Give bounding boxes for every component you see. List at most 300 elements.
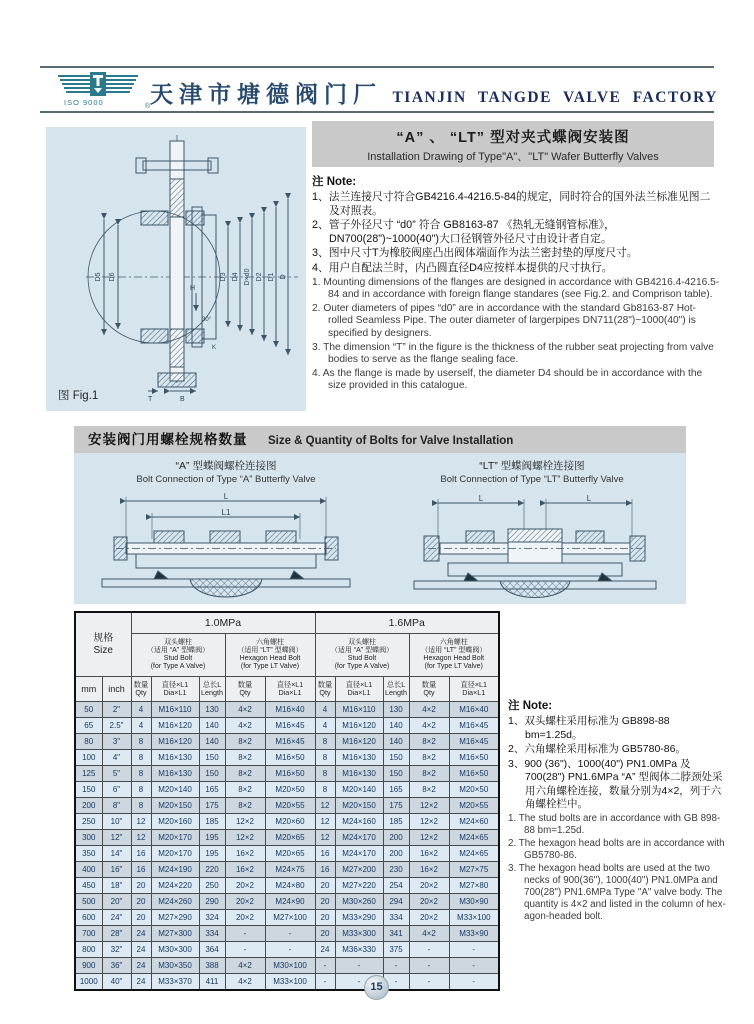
table-cell: 8×2: [225, 750, 265, 766]
table-cell: 165: [199, 782, 225, 798]
table-cell: 1000: [75, 974, 102, 991]
table-cell: 20": [102, 894, 131, 910]
table-row: [75, 782, 499, 798]
table-cell: 334: [383, 910, 409, 926]
table-cell: 24: [131, 958, 151, 974]
table-row: [75, 798, 499, 814]
table-cell: 230: [383, 862, 409, 878]
table-cell: M24×190: [151, 862, 199, 878]
table-cell: M33×290: [335, 910, 383, 926]
table-row: [75, 750, 499, 766]
table-cell: 24: [131, 926, 151, 942]
table-row: [75, 862, 499, 878]
table-cell: 200: [383, 846, 409, 862]
table-cell: M33×300: [335, 926, 383, 942]
type-a-caption-en: Bolt Connection of Type “A” Butterfly Valve: [136, 474, 316, 485]
hex-bolt-header-10: 六角螺柱 （适用 “LT” 型蝶阀） Hexagon Head Bolt (for Type LT Valve): [225, 634, 315, 677]
table-cell: 165: [383, 782, 409, 798]
table-cell: M24×170: [335, 846, 383, 862]
fig1-panel: [46, 127, 306, 411]
install-title-cn: “A” 、 “LT” 型对夹式蝶阀安装图: [396, 130, 630, 146]
table-cell: 150: [199, 750, 225, 766]
table-cell: 4: [315, 718, 335, 734]
table-cell: 12: [315, 814, 335, 830]
table-cell: 20×2: [409, 910, 449, 926]
type-lt-caption-cn: “LT” 型蝶阀螺栓连接图: [479, 460, 585, 472]
table-cell: M16×120: [151, 718, 199, 734]
table-cell: 388: [199, 958, 225, 974]
table-cell: 8: [315, 750, 335, 766]
dim-d6: D6: [109, 272, 116, 282]
table-cell: M33×370: [151, 974, 199, 991]
bolt-type-header-row: [75, 634, 499, 677]
table-cell: -: [449, 958, 499, 974]
table-cell: M24×90: [265, 894, 315, 910]
table-cell: 8": [102, 798, 131, 814]
table-cell: 12×2: [409, 830, 449, 846]
table-cell: M20×55: [449, 798, 499, 814]
table-row: [75, 878, 499, 894]
table-cell: M16×130: [151, 750, 199, 766]
pressure-1.0-header: 1.0MPa: [131, 612, 315, 634]
table-cell: 4×2: [409, 702, 449, 718]
table-cell: 20×2: [225, 878, 265, 894]
table-cell: 32": [102, 942, 131, 958]
table-cell: M20×140: [151, 782, 199, 798]
table-cell: 125: [75, 766, 102, 782]
table-cell: 20: [315, 910, 335, 926]
col-inch: inch: [102, 677, 131, 702]
table-cell: 195: [199, 846, 225, 862]
col-qty: 数量 Qty: [131, 677, 151, 702]
table-cell: 4: [131, 718, 151, 734]
table-cell: M20×65: [265, 846, 315, 862]
table-cell: 140: [383, 718, 409, 734]
table-cell: 8: [131, 734, 151, 750]
table-cell: 150: [75, 782, 102, 798]
table-cell: M33×90: [449, 926, 499, 942]
install-title-bar: [312, 121, 714, 167]
table-cell: M27×80: [449, 878, 499, 894]
notes-label: 注 Note:: [312, 176, 357, 188]
table-cell: 80: [75, 734, 102, 750]
table-cell: 18": [102, 878, 131, 894]
type-a-bolt-drawing: [90, 491, 362, 601]
table-cell: 8×2: [409, 750, 449, 766]
dim-d3: D3: [220, 272, 227, 282]
note-item: 1、法兰连接尺寸符合GB4216.4-4216.5-84的规定，同时符合的国外法兰标准见图二及对照表。: [312, 191, 711, 217]
table-cell: 24: [315, 942, 335, 958]
bolt-notes: [508, 697, 728, 924]
table-cell: 24": [102, 910, 131, 926]
table-cell: M24×160: [335, 814, 383, 830]
table-cell: 8×2: [409, 766, 449, 782]
table-cell: 20×2: [225, 894, 265, 910]
table-cell: -: [225, 926, 265, 942]
pressure-1.6-header: 1.6MPa: [315, 612, 499, 634]
install-notes-cn: [312, 191, 720, 276]
table-cell: 20: [315, 878, 335, 894]
note-item: 2. Outer diameters of pipes “d0” are in accordance with the standard Gb8163-87 Hot-rolled Seamless Pipe. The outer diameter of largerpipes DN711(28")~1000(40") is specified by designers.: [312, 302, 696, 339]
note-item: 3. The dimension “T” in the figure is the thickness of the rubber seat projecting from valve bodies to serve as the flange sealing face.: [312, 341, 714, 366]
type-lt-caption: [382, 458, 682, 485]
col-dia: 直径×L1 Dia×L1: [449, 677, 499, 702]
table-cell: -: [265, 942, 315, 958]
dim-t: T: [148, 396, 153, 403]
table-cell: 400: [75, 862, 102, 878]
table-row: [75, 734, 499, 750]
table-row: [75, 702, 499, 718]
table-cell: M20×160: [151, 814, 199, 830]
table-cell: 6": [102, 782, 131, 798]
table-cell: 4×2: [225, 718, 265, 734]
table-cell: 10": [102, 814, 131, 830]
table-cell: -: [335, 974, 383, 991]
table-cell: M20×150: [151, 798, 199, 814]
table-cell: 700: [75, 926, 102, 942]
col-dia: 直径×L1 Dia×L1: [265, 677, 315, 702]
table-cell: 40": [102, 974, 131, 991]
col-len: 总长L Length: [199, 677, 225, 702]
note-item: 1. The stud bolts are in accordance with GB 898-88 bm=1.25d.: [508, 812, 721, 836]
table-cell: 16: [315, 846, 335, 862]
table-cell: 300: [75, 830, 102, 846]
table-row: [75, 894, 499, 910]
table-cell: M16×110: [335, 702, 383, 718]
table-cell: 2.5": [102, 718, 131, 734]
table-cell: 140: [199, 734, 225, 750]
type-a-caption-cn: “A” 型蝶阀螺栓连接图: [175, 460, 277, 472]
table-cell: 500: [75, 894, 102, 910]
table-cell: M16×50: [265, 766, 315, 782]
note-item: 1、双头螺柱采用标准为 GB898-88 bm=1.25d。: [508, 715, 670, 741]
table-cell: 900: [75, 958, 102, 974]
table-cell: 4×2: [409, 926, 449, 942]
install-notes-en: [312, 277, 720, 393]
table-cell: 8: [315, 782, 335, 798]
table-cell: 411: [199, 974, 225, 991]
table-cell: 12×2: [409, 798, 449, 814]
note-item: 3、900 (36")、1000(40") PN1.0MPa 及700(28") PN1.6MPa “A” 型阀体二脖颈处采用六角螺栓连接，数量分别为4×2，列于六角螺栓栏中。: [508, 757, 723, 810]
table-cell: 220: [199, 862, 225, 878]
column-header-row: [75, 677, 499, 702]
table-cell: 20: [315, 894, 335, 910]
table-cell: 8×2: [409, 734, 449, 750]
table-cell: M20×50: [265, 782, 315, 798]
table-cell: M30×100: [265, 958, 315, 974]
table-cell: M24×75: [265, 862, 315, 878]
dim-d4: D4: [232, 272, 239, 282]
table-cell: 4×2: [225, 958, 265, 974]
table-cell: M16×50: [449, 766, 499, 782]
install-notes: [312, 173, 720, 394]
table-cell: -: [225, 942, 265, 958]
table-cell: 16×2: [409, 862, 449, 878]
note-item: 4. As the flange is made by userself, the diameter D4 should be in accordance with the size provided in this catalogue.: [312, 367, 703, 392]
table-cell: 5": [102, 766, 131, 782]
factory-name-line: [150, 76, 716, 109]
table-row: [75, 830, 499, 846]
table-cell: 20×2: [409, 894, 449, 910]
table-cell: 8: [131, 782, 151, 798]
table-row: [75, 942, 499, 958]
table-cell: M16×110: [151, 702, 199, 718]
table-cell: -: [409, 942, 449, 958]
header-rule-bottom: [40, 111, 714, 113]
table-cell: 50: [75, 702, 102, 718]
table-cell: 185: [199, 814, 225, 830]
table-cell: 375: [383, 942, 409, 958]
table-cell: M16×120: [335, 734, 383, 750]
type-lt-caption-en: Bolt Connection of Type “LT” Butterfly Valve: [440, 474, 624, 485]
type-lt-bolt-drawing: [404, 491, 666, 601]
table-cell: 12: [315, 798, 335, 814]
table-cell: 140: [383, 734, 409, 750]
note-item: 2、管子外径尺寸 “d0” 符合 GB8163-87 《热轧无缝钢管标准》，DN700(28")~1000(40")大口径钢管外径尺寸由设计者自定。: [312, 219, 615, 245]
bolt-notes-cn: [508, 715, 728, 812]
table-cell: 20: [131, 878, 151, 894]
table-cell: -: [449, 942, 499, 958]
iso-9000-label: ISO 9000: [64, 98, 104, 107]
table-cell: M20×65: [265, 830, 315, 846]
table-cell: 8×2: [225, 798, 265, 814]
table-cell: 254: [383, 878, 409, 894]
table-cell: 8: [131, 766, 151, 782]
table-cell: 20: [131, 910, 151, 926]
table-cell: 8×2: [225, 782, 265, 798]
table-cell: M20×50: [449, 782, 499, 798]
table-cell: 16": [102, 862, 131, 878]
table-cell: 12: [131, 814, 151, 830]
table-cell: 200: [383, 830, 409, 846]
table-cell: 8×2: [225, 766, 265, 782]
table-cell: M16×45: [449, 718, 499, 734]
table-cell: M27×300: [151, 926, 199, 942]
table-cell: 185: [383, 814, 409, 830]
table-cell: M24×170: [335, 830, 383, 846]
table-row: [75, 926, 499, 942]
table-cell: 3": [102, 734, 131, 750]
dim-k: K: [212, 345, 217, 351]
bolts-title-en: Size & Quantity of Bolts for Valve Installation: [267, 435, 514, 447]
table-cell: M16×45: [265, 734, 315, 750]
table-cell: M30×350: [151, 958, 199, 974]
table-cell: -: [383, 974, 409, 991]
table-cell: 200: [75, 798, 102, 814]
table-cell: 12: [315, 830, 335, 846]
dim-b: B: [180, 396, 185, 403]
col-qty: 数量 Qty: [225, 677, 265, 702]
table-cell: M27×220: [335, 878, 383, 894]
table-cell: M24×260: [151, 894, 199, 910]
table-cell: 16: [315, 862, 335, 878]
table-cell: 8: [315, 734, 335, 750]
table-cell: 250: [199, 878, 225, 894]
table-cell: M16×120: [151, 734, 199, 750]
dim-h: H: [190, 285, 196, 292]
table-cell: M16×40: [265, 702, 315, 718]
table-row: [75, 718, 499, 734]
col-qty: 数量 Qty: [315, 677, 335, 702]
table-cell: 8: [315, 766, 335, 782]
table-cell: -: [383, 958, 409, 974]
table-cell: M16×130: [151, 766, 199, 782]
table-cell: M20×170: [151, 830, 199, 846]
table-cell: 12×2: [225, 814, 265, 830]
table-cell: M20×170: [151, 846, 199, 862]
col-qty: 数量 Qty: [409, 677, 449, 702]
dim-angle: 30°: [202, 317, 212, 323]
note-item: 4、用户自配法兰时，内凸圆直径D4应按样本提供的尺寸执行。: [312, 261, 613, 274]
table-cell: 341: [383, 926, 409, 942]
table-cell: 195: [199, 830, 225, 846]
col-dia: 直径×L1 Dia×L1: [151, 677, 199, 702]
table-cell: 4×2: [225, 702, 265, 718]
table-cell: -: [315, 958, 335, 974]
table-cell: 294: [383, 894, 409, 910]
table-row: [75, 846, 499, 862]
table-cell: 14": [102, 846, 131, 862]
install-title-en: Installation Drawing of Type"A"、"LT" Wafer Butterfly Valves: [367, 151, 659, 163]
table-cell: 4: [315, 702, 335, 718]
dim-dxd0: D×d0: [244, 268, 251, 286]
table-cell: M24×220: [151, 878, 199, 894]
table-row: [75, 958, 499, 974]
table-cell: M27×200: [335, 862, 383, 878]
valve-section-drawing: [46, 127, 306, 411]
table-cell: -: [265, 926, 315, 942]
table-cell: 150: [383, 766, 409, 782]
factory-name-cn: 天津市塘德阀门厂: [150, 82, 382, 107]
table-cell: 140: [199, 718, 225, 734]
table-cell: 130: [199, 702, 225, 718]
pressure-header-row: [75, 612, 499, 634]
table-cell: M36×330: [335, 942, 383, 958]
table-cell: 24: [131, 942, 151, 958]
stud-bolt-header-10: 双头螺柱 （适用 “A” 型蝶阀） Stud Bolt (for Type A Valve): [131, 634, 225, 677]
table-cell: M24×60: [449, 814, 499, 830]
table-cell: M16×50: [449, 750, 499, 766]
col-len: 总长L Length: [383, 677, 409, 702]
bolts-title-bar: [74, 426, 686, 453]
note-item: 2. The hexagon head bolts are in accordance with GB5780-86.: [508, 837, 725, 861]
table-cell: 36": [102, 958, 131, 974]
table-cell: M16×45: [265, 718, 315, 734]
table-cell: 24: [131, 974, 151, 991]
registered-mark: ®: [144, 103, 150, 110]
table-cell: 130: [383, 702, 409, 718]
dim-l1-a: L1: [221, 508, 231, 517]
table-cell: 334: [199, 926, 225, 942]
table-cell: -: [315, 974, 335, 991]
table-cell: M33×100: [449, 910, 499, 926]
table-cell: 28": [102, 926, 131, 942]
page-number-badge: 15: [364, 975, 389, 1000]
table-cell: M30×300: [151, 942, 199, 958]
table-cell: 16×2: [409, 846, 449, 862]
dim-l-a: L: [223, 492, 229, 501]
table-cell: 4×2: [225, 974, 265, 991]
table-cell: M16×50: [265, 750, 315, 766]
table-cell: 20×2: [225, 910, 265, 926]
table-cell: 12×2: [409, 814, 449, 830]
factory-name-en: TIANJIN TANGDE VALVE FACTORY: [392, 89, 718, 106]
table-cell: 16×2: [225, 846, 265, 862]
table-cell: 4: [131, 702, 151, 718]
table-cell: 175: [199, 798, 225, 814]
bolt-notes-label: 注 Note:: [508, 700, 553, 712]
table-cell: 16×2: [225, 862, 265, 878]
col-dia: 直径×L1 Dia×L1: [335, 677, 383, 702]
table-row: [75, 766, 499, 782]
table-cell: 800: [75, 942, 102, 958]
table-cell: 290: [199, 894, 225, 910]
table-cell: M27×75: [449, 862, 499, 878]
bolt-notes-en: [508, 813, 728, 923]
table-row: [75, 910, 499, 926]
table-cell: M20×60: [265, 814, 315, 830]
table-cell: M16×45: [449, 734, 499, 750]
stud-bolt-header-16: 双头螺柱 （适用 “A” 型蝶阀） Stud Bolt (for Type A Valve): [315, 634, 409, 677]
table-cell: -: [335, 958, 383, 974]
table-row: [75, 814, 499, 830]
table-cell: 8: [131, 750, 151, 766]
table-cell: M24×65: [449, 830, 499, 846]
table-cell: M24×80: [265, 878, 315, 894]
table-cell: 100: [75, 750, 102, 766]
table-cell: 20: [315, 926, 335, 942]
note-item: 2、六角螺栓采用标准为 GB5780-86。: [508, 743, 686, 755]
dim-l-lt-1: L: [478, 494, 484, 503]
table-cell: -: [449, 974, 499, 991]
table-cell: -: [409, 974, 449, 991]
table-cell: 324: [199, 910, 225, 926]
factory-logo: [56, 70, 148, 112]
dim-d5: D5: [95, 272, 102, 282]
bolt-spec-table: [74, 611, 500, 991]
table-cell: M16×130: [335, 750, 383, 766]
table-cell: 12×2: [225, 830, 265, 846]
table-cell: 65: [75, 718, 102, 734]
bolt-drawings-panel: [74, 453, 686, 604]
table-cell: 4×2: [409, 718, 449, 734]
table-cell: M30×90: [449, 894, 499, 910]
table-cell: 600: [75, 910, 102, 926]
table-cell: M27×100: [265, 910, 315, 926]
table-cell: M33×100: [265, 974, 315, 991]
table-cell: M30×260: [335, 894, 383, 910]
table-cell: M16×130: [335, 766, 383, 782]
table-cell: 150: [383, 750, 409, 766]
table-cell: M20×150: [335, 798, 383, 814]
table-cell: 2": [102, 702, 131, 718]
note-item: 3、图中尺寸T为橡胶阀座凸出阀体端面作为法兰密封垫的厚度尺寸。: [312, 247, 638, 260]
table-cell: M27×290: [151, 910, 199, 926]
table-row: [75, 974, 499, 991]
bolts-title-cn: 安装阀门用螺栓规格数量: [88, 432, 248, 447]
col-mm: mm: [75, 677, 102, 702]
table-cell: -: [409, 958, 449, 974]
table-cell: 12: [131, 830, 151, 846]
dim-d2: D2: [256, 272, 263, 282]
table-cell: 150: [199, 766, 225, 782]
table-cell: 175: [383, 798, 409, 814]
bolt-spec-table-body: [75, 702, 499, 991]
table-cell: 20: [131, 894, 151, 910]
table-cell: M16×40: [449, 702, 499, 718]
table-cell: 8×2: [409, 782, 449, 798]
table-cell: M20×55: [265, 798, 315, 814]
